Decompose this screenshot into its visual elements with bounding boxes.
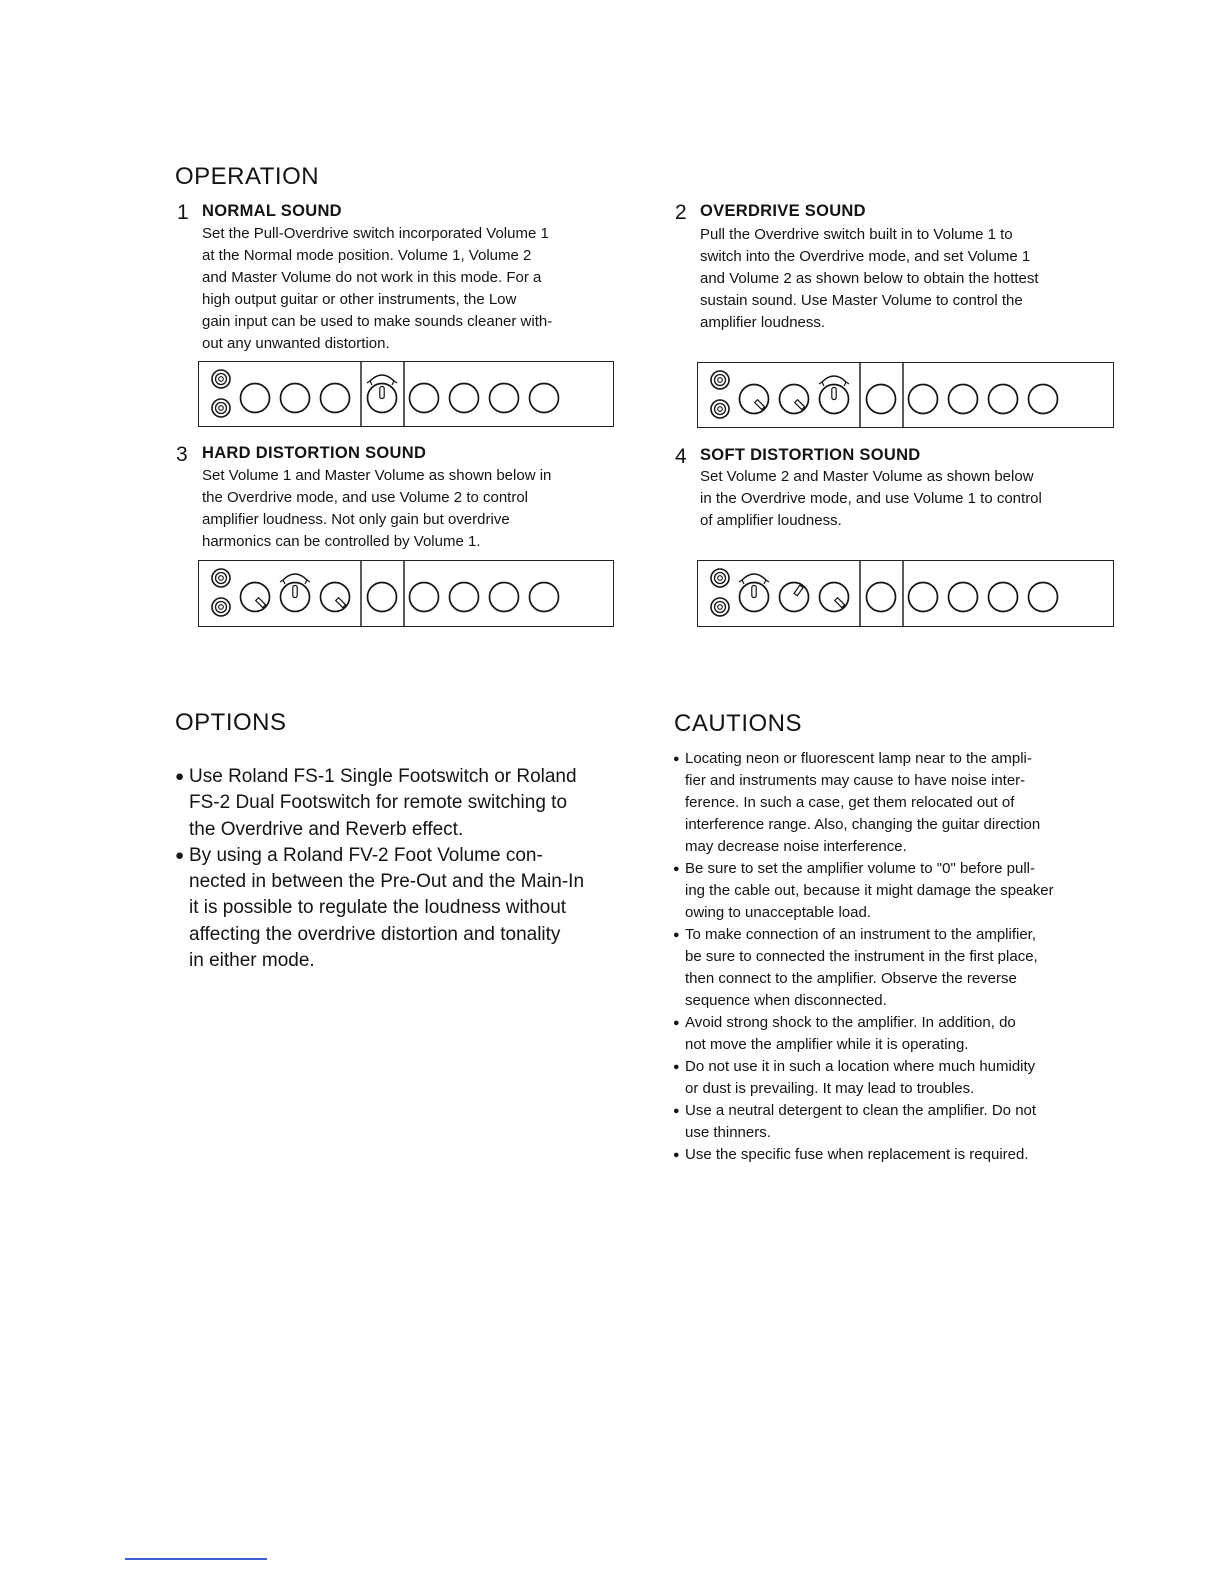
section-2-body: Pull the Overdrive switch built in to Volume 1 to switch into the Overdrive mode, and set Volume 1 and Volume 2 as shown below to obtain the hottest sustain sound. Use Master Volume to control the amplifier loudness. (700, 226, 1039, 331)
section-1-title: NORMAL SOUND (202, 202, 342, 220)
knob (867, 385, 896, 414)
knob (1029, 385, 1058, 414)
knob (1029, 583, 1058, 612)
list-item: ● To make connection of an instrument to the amplifier, be sure to connected the instrument in the first place, then connect to the amplifier. Observe the reverse sequence when disconnected. (673, 924, 1105, 1012)
input-jack (212, 399, 230, 417)
knob (909, 385, 938, 414)
knob (450, 583, 479, 612)
options-heading: OPTIONS (175, 709, 287, 736)
input-jack (711, 371, 729, 389)
cautions-list (673, 748, 1105, 1166)
panel-svg (199, 561, 613, 626)
knob (989, 583, 1018, 612)
cautions-heading: CAUTIONS (674, 710, 803, 737)
knob (739, 574, 769, 612)
input-jack (711, 598, 729, 616)
input-jack (212, 569, 230, 587)
knob (819, 376, 849, 414)
section-1-number: 1 (177, 201, 189, 224)
knob (241, 583, 270, 612)
section-2-title: OVERDRIVE SOUND (700, 202, 866, 220)
knob (450, 384, 479, 413)
list-item: ● Be sure to set the amplifier volume to "0" before pull- ing the cable out, because it might damage the speaker owing to unacceptable load. (673, 858, 1105, 924)
operation-heading: OPERATION (175, 163, 320, 190)
section-3-body: Set Volume 1 and Master Volume as shown below in the Overdrive mode, and use Volume 2 to control amplifier loudness. Not only gain but overdrive harmonics can be controlled by Volume 1. (202, 467, 552, 550)
knob (949, 583, 978, 612)
input-jack (711, 569, 729, 587)
list-item: ● Use Roland FS-1 Single Footswitch or Roland FS-2 Dual Footswitch for remote switching to the Overdrive and Reverb effect. (175, 764, 608, 843)
footer-line (125, 1558, 267, 1560)
control-panel-diagram (198, 560, 614, 627)
list-item: ● Avoid strong shock to the amplifier. In addition, do not move the amplifier while it is operating. (673, 1012, 1105, 1056)
control-panel-diagram (697, 560, 1114, 627)
control-panel-diagram (198, 361, 614, 427)
knob (281, 384, 310, 413)
knob (490, 384, 519, 413)
knob (780, 583, 809, 612)
options-list (175, 764, 608, 974)
section-4-body: Set Volume 2 and Master Volume as shown below in the Overdrive mode, and use Volume 1 to control of amplifier loudness. (700, 468, 1042, 529)
knob (740, 385, 769, 414)
panel-svg (698, 561, 1113, 626)
knob (867, 583, 896, 612)
knob (490, 583, 519, 612)
panel-svg (199, 362, 613, 426)
knob (410, 384, 439, 413)
knob (530, 583, 559, 612)
knob (280, 574, 310, 612)
knob (989, 385, 1018, 414)
knob (949, 385, 978, 414)
input-jack (212, 370, 230, 388)
list-item: ● By using a Roland FV-2 Foot Volume con- nected in between the Pre-Out and the Main-In it is possible to regulate the loudness without affecting the overdrive distortion and tonality in either mode. (175, 843, 608, 974)
knob (321, 384, 350, 413)
knob (321, 583, 350, 612)
section-4-title: SOFT DISTORTION SOUND (700, 446, 921, 464)
knob (530, 384, 559, 413)
knob (241, 384, 270, 413)
section-2-number: 2 (675, 201, 687, 224)
section-4-number: 4 (675, 445, 687, 468)
list-item: ● Use the specific fuse when replacement is required. (673, 1144, 1105, 1166)
list-item: ● Do not use it in such a location where much humidity or dust is prevailing. It may lead to troubles. (673, 1056, 1105, 1100)
input-jack (711, 400, 729, 418)
section-1-body: Set the Pull-Overdrive switch incorporated Volume 1 at the Normal mode position. Volume 1, Volume 2 and Master Volume do not work in this mode. For a high output guitar or other instruments, the Low gain input can be used to make sounds cleaner with- out any unwanted distortion. (202, 225, 553, 352)
knob (909, 583, 938, 612)
section-3-title: HARD DISTORTION SOUND (202, 444, 427, 462)
knob (780, 385, 809, 414)
input-jack (212, 598, 230, 616)
control-panel-diagram (697, 362, 1114, 428)
knob (820, 583, 849, 612)
knob (368, 583, 397, 612)
section-3-number: 3 (176, 443, 188, 466)
knob (410, 583, 439, 612)
panel-svg (698, 363, 1113, 427)
list-item: ● Locating neon or fluorescent lamp near to the ampli- fier and instruments may cause to have noise inter- ference. In such a case, get them relocated out of interference range. Also, changing the guitar direction may decrease noise interference. (673, 748, 1105, 858)
list-item: ● Use a neutral detergent to clean the amplifier. Do not use thinners. (673, 1100, 1105, 1144)
knob (367, 375, 397, 413)
